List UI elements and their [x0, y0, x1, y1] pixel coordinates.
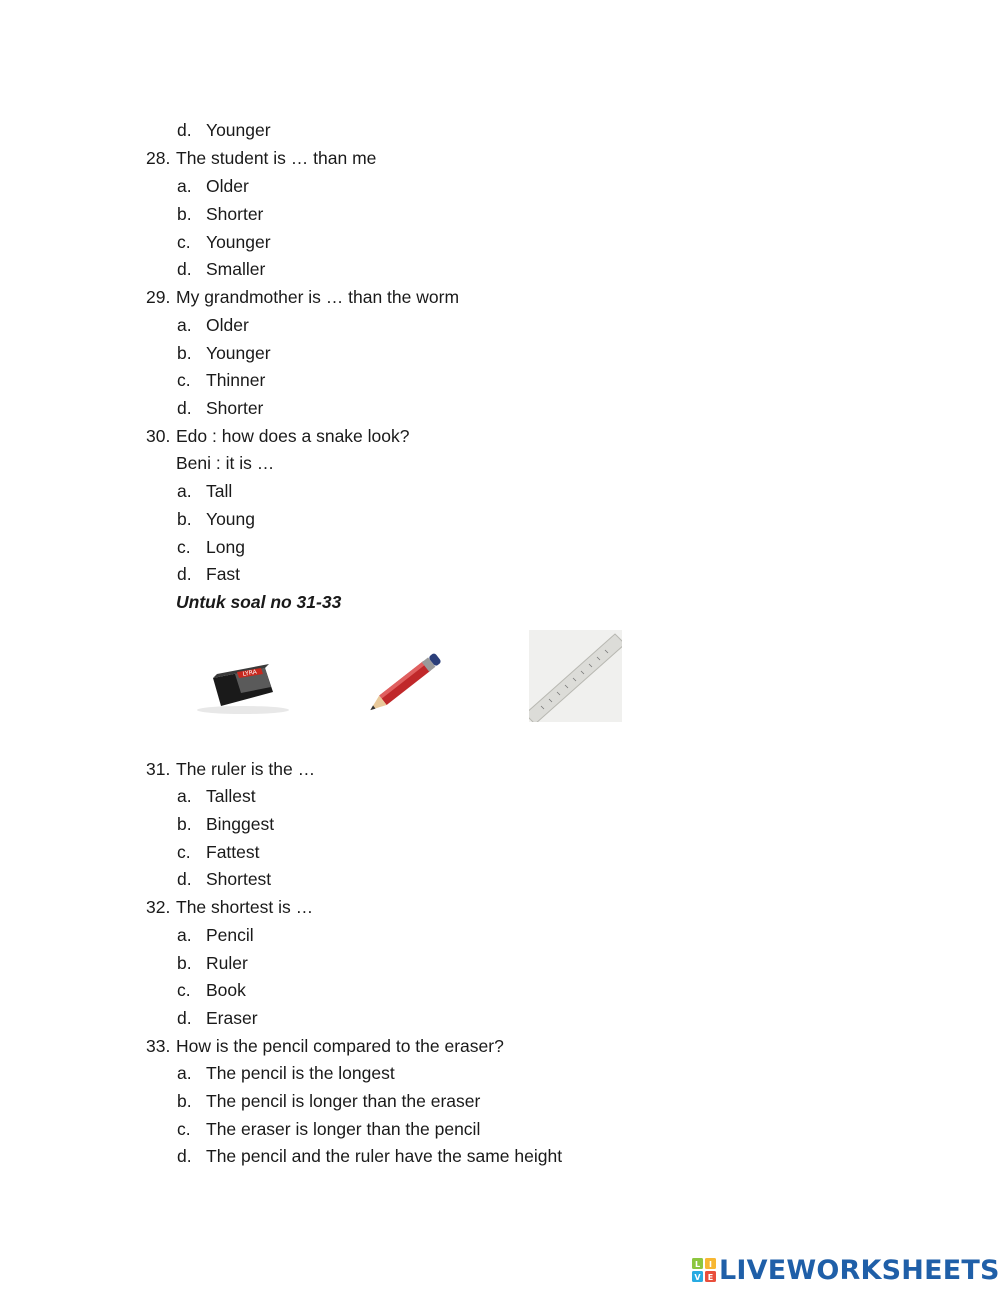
option-text: Tall	[206, 481, 233, 501]
badge-letter: E	[707, 1273, 714, 1282]
option-text: Smaller	[206, 259, 266, 279]
question-text: Edo : how does a snake look?	[176, 426, 410, 446]
option-letter: c.	[177, 370, 191, 390]
option-letter: a.	[177, 176, 192, 196]
question-text: The student is … than me	[176, 148, 377, 168]
option-text: Younger	[206, 120, 271, 140]
eraser-image	[185, 630, 300, 722]
option-letter: a.	[177, 925, 192, 945]
option-letter: d.	[177, 259, 192, 279]
option-letter: c.	[177, 537, 191, 557]
question-text: The ruler is the …	[176, 759, 316, 779]
option-text: Shorter	[206, 398, 264, 418]
option-text: Thinner	[206, 370, 266, 390]
option-letter: b.	[177, 953, 192, 973]
badge-letter: V	[694, 1273, 701, 1282]
question-text: How is the pencil compared to the eraser?	[176, 1036, 504, 1056]
option-text: The pencil and the ruler have the same height	[206, 1146, 563, 1166]
question-number: 29.	[146, 287, 171, 307]
option-letter: a.	[177, 786, 192, 806]
option-text: Younger	[206, 343, 271, 363]
option-text: The eraser is longer than the pencil	[206, 1119, 481, 1139]
option-text: Book	[206, 980, 246, 1000]
option-text: Tallest	[206, 786, 256, 806]
question-text: The shortest is …	[176, 897, 314, 917]
option-text: Shorter	[206, 204, 264, 224]
option-text: Ruler	[206, 953, 248, 973]
section-note-text: Untuk soal no 31-33	[176, 592, 342, 612]
option-text: Fast	[206, 564, 241, 584]
option-text: Long	[206, 537, 245, 557]
option-text: Older	[206, 315, 249, 335]
option-letter: c.	[177, 1119, 191, 1139]
option-letter: c.	[177, 842, 191, 862]
ruler-image	[529, 630, 622, 722]
option-letter: b.	[177, 204, 192, 224]
question-number: 32.	[146, 897, 171, 917]
option-text: Younger	[206, 232, 271, 252]
question-number: 28.	[146, 148, 171, 168]
option-text: The pencil is longer than the eraser	[206, 1091, 481, 1111]
option-text: Young	[206, 509, 255, 529]
option-letter: c.	[177, 232, 191, 252]
question-number: 33.	[146, 1036, 171, 1056]
option-letter: a.	[177, 481, 192, 501]
badge-letter: I	[709, 1260, 712, 1269]
question-text: My grandmother is … than the worm	[176, 287, 460, 307]
option-letter: a.	[177, 1063, 192, 1083]
option-letter: b.	[177, 1091, 192, 1111]
brand-name: LIVEWORKSHEETS	[719, 1254, 1000, 1286]
option-letter: d.	[177, 869, 192, 889]
option-text: Shortest	[206, 869, 272, 889]
question-number: 30.	[146, 426, 171, 446]
pencil-image	[355, 645, 455, 721]
option-text: Eraser	[206, 1008, 258, 1028]
option-letter: d.	[177, 1146, 192, 1166]
option-letter: d.	[177, 120, 192, 140]
option-letter: d.	[177, 1008, 192, 1028]
live-badge-icon	[692, 1258, 716, 1282]
option-letter: a.	[177, 315, 192, 335]
liveworksheets-logo	[692, 1255, 1000, 1285]
option-text: Pencil	[206, 925, 254, 945]
question-number: 31.	[146, 759, 171, 779]
option-text: Binggest	[206, 814, 275, 834]
badge-letter: L	[694, 1260, 701, 1269]
option-letter: b.	[177, 343, 192, 363]
option-text: The pencil is the longest	[206, 1063, 395, 1083]
option-letter: d.	[177, 564, 192, 584]
dialogue-line: Beni : it is …	[176, 453, 275, 473]
eraser-brand-label: LYRA	[242, 668, 258, 678]
option-letter: c.	[177, 980, 191, 1000]
option-letter: b.	[177, 814, 192, 834]
option-text: Older	[206, 176, 249, 196]
option-letter: d.	[177, 398, 192, 418]
option-text: Fattest	[206, 842, 260, 862]
option-letter: b.	[177, 509, 192, 529]
